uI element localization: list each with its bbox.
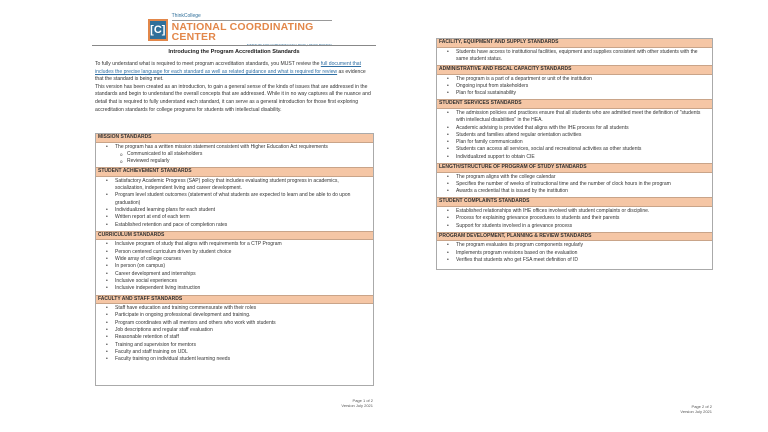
list-item: • Specifies the number of weeks of instructional time and the number of clock hours in the program <box>437 181 712 188</box>
logo-mark-icon: [C] <box>148 19 168 41</box>
standards-list <box>437 173 712 198</box>
sub-list-item: o Communicated to all stakeholders <box>96 151 373 158</box>
list-item: • Faculty training on individual student learning needs <box>96 356 373 363</box>
standards-list <box>437 109 712 163</box>
list-item: • Established relationships with IHE offices involved with student complaints or discipline. <box>437 208 712 215</box>
standards-list <box>437 48 712 66</box>
page-footer <box>680 404 712 414</box>
section-heading: PROGRAM DEVELOPMENT, PLANNING & REVIEW STANDARDS <box>437 232 712 242</box>
standards-list <box>96 177 373 231</box>
list-item: • In person (on campus) <box>96 263 373 270</box>
list-item: • The program evaluates its program components regularly <box>437 242 712 249</box>
list-item: • The program aligns with the college calendar <box>437 174 712 181</box>
list-item: • The admission policies and practices ensure that all students who are admitted meet the definition of "students with intellectual disabilities" in the HEA. <box>437 110 712 125</box>
list-item: • The program has a written mission statement consistent with Higher Education Act requirements <box>96 144 373 151</box>
logo-sub-text: INSTITUTE FOR COMMUNITY INCLUSION, UMASS BOSTON <box>246 42 332 47</box>
list-item: • Students can access all services, social and recreational activities as other students <box>437 146 712 153</box>
section-heading: CURRICULUM STANDARDS <box>96 231 373 241</box>
sub-list-item: o Reviewed regularly <box>96 158 373 165</box>
standards-list <box>96 304 373 365</box>
page-number: Page 1 of 2 <box>352 398 373 403</box>
list-item: • Written report at end of each term <box>96 214 373 221</box>
version-text: Version July 2021 <box>341 403 373 408</box>
list-item: • Support for students involved in a grievance process <box>437 223 712 230</box>
section-heading: FACULTY AND STAFF STANDARDS <box>96 295 373 305</box>
list-item: • Program level student outcomes (statement of what students are expected to learn and be able to do upon graduation) <box>96 192 373 207</box>
list-item: • Verifies that students who get FSA meet definition of ID <box>437 257 712 264</box>
full-document-link[interactable]: full document that includes the precise language for each standard as well as related guidance and what is required for review <box>95 61 362 75</box>
logo-main-text: NATIONAL COORDINATING CENTER <box>171 20 314 43</box>
section-heading: STUDENT ACHIEVEMENT STANDARDS <box>96 167 373 177</box>
list-item: • Training and supervision for mentors <box>96 342 373 349</box>
list-item: • Plan for family communication <box>437 139 712 146</box>
list-item: • The program is a part of a department or unit of the institution <box>437 76 712 83</box>
section-heading: STUDENT COMPLAINTS STANDARDS <box>437 197 712 207</box>
list-item: • Satisfactory Academic Progress (SAP) policy that includes evaluating student progress in academics, socialization, independent living and career development. <box>96 178 373 193</box>
page-footer <box>341 398 373 408</box>
list-item: • Wide array of college courses <box>96 256 373 263</box>
list-item: • Students have access to institutional facilities, equipment and supplies consistent with other students with the same student status. <box>437 49 712 64</box>
intro-text <box>95 61 375 114</box>
list-item: • Participate in ongoing professional development and training. <box>96 312 373 319</box>
list-item: • Inclusive independent living instruction <box>96 285 373 292</box>
section-heading: ADMINISTRATIVE AND FISCAL CAPACITY STANDARDS <box>437 65 712 75</box>
standards-list <box>96 240 373 294</box>
section-heading: STUDENT SERVICES STANDARDS <box>437 99 712 109</box>
list-item: • Implements program revisions based on the evaluation <box>437 250 712 257</box>
list-item: • Established retention and pace of completion rates <box>96 222 373 229</box>
list-item: • Awards a credential that is issued by the institution <box>437 188 712 195</box>
list-item: • Person centered curriculum driven by student choice <box>96 249 373 256</box>
logo-small-text: ThinkCollege <box>172 14 332 21</box>
list-item: • Program coordinates with all mentors and others who work with students <box>96 320 373 327</box>
list-item: • Staff have education and training commensurate with their roles <box>96 305 373 312</box>
list-item: • Plan for fiscal sustainability <box>437 90 712 97</box>
standards-table-page-2 <box>436 38 713 270</box>
standards-list <box>96 143 373 168</box>
list-item: • Individualized support to obtain CIE <box>437 154 712 161</box>
section-heading: LENGTH/STRUCTURE OF PROGRAM OF STUDY STANDARDS <box>437 163 712 173</box>
list-item: • Reasonable retention of staff <box>96 334 373 341</box>
list-item: • Faculty and staff training on UDL <box>96 349 373 356</box>
standards-list <box>437 241 712 266</box>
standards-list <box>437 75 712 100</box>
list-item: • Inclusive program of study that aligns with requirements for a CTP Program <box>96 241 373 248</box>
list-item: • Academic advising is provided that aligns with the IHE process for all students <box>437 125 712 132</box>
standards-table-page-1 <box>95 133 374 386</box>
intro-p1-after: as evidence that the standard is being met. <box>95 68 366 83</box>
section-heading: MISSION STANDARDS <box>96 134 373 143</box>
list-item: • Career development and internships <box>96 271 373 278</box>
standards-list <box>437 207 712 232</box>
list-item: • Individualized learning plans for each student <box>96 207 373 214</box>
list-item: • Students and families attend regular orientation activities <box>437 132 712 139</box>
think-college-logo <box>148 12 336 47</box>
intro-p1-before: To fully understand what is required to meet program accreditation standards, you MUST review the <box>95 61 321 67</box>
list-item: • Process for explaining grievance procedures to students and their parents <box>437 215 712 222</box>
section-heading: FACILITY, EQUIPMENT AND SUPPLY STANDARDS <box>437 39 712 48</box>
page-number: Page 2 of 2 <box>691 404 712 409</box>
intro-p2: This version has been created as an introduction, to gain a general sense of the kinds of issues that are addressed in the standards and begin to understand the overall concepts that are addressed. While it in no way captures all the nuance and detail that is required to fully understand each standard, it can serve as a general introduction for those first exploring accreditation standards for college programs for students with intellectual disability. <box>95 83 371 113</box>
list-item: • Ongoing input from stakeholders <box>437 83 712 90</box>
list-item: • Inclusive social experiences <box>96 278 373 285</box>
version-text: Version July 2021 <box>680 409 712 414</box>
page-title: Introducing the Program Accreditation Standards <box>168 49 300 55</box>
list-item: • Job descriptions and regular staff evaluation <box>96 327 373 334</box>
